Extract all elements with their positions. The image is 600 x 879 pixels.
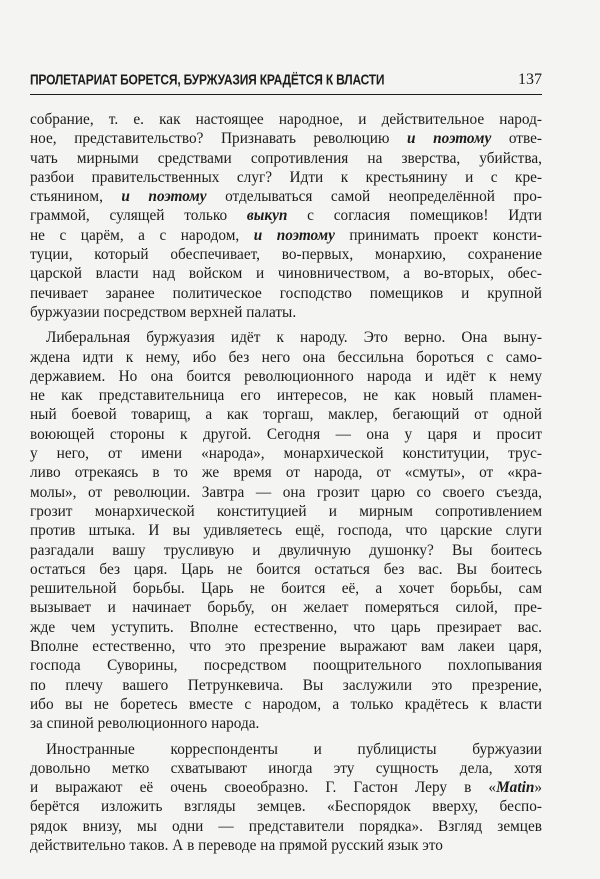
text-line — [30, 303, 542, 322]
text-run: против штыка. И вы удивляетесь ещё, господа, что царские слуги — [30, 522, 542, 540]
text-run: действительно таков. А в переводе на прямой русский язык это — [30, 836, 443, 854]
running-head: ПРОЛЕТАРИАТ БОРЕТСЯ, БУРЖУАЗИЯ КРАДЁТСЯ К ВЛАСТИ — [30, 70, 385, 88]
text-run: отделываться самой неопределённой про- — [206, 188, 543, 206]
text-run: берётся изложить взгляды земцев. «Беспорядок вверху, беспо- — [30, 798, 542, 816]
text-line — [30, 425, 542, 444]
text-run: у него, от имени «народа», монархической конституции, трус- — [30, 445, 542, 463]
text-run: молы», от революции. Завтра — она грозит царю со своего съезда, — [30, 483, 542, 501]
paragraph — [30, 740, 542, 856]
text-run: ное, представительство? Признавать революцию — [30, 130, 408, 148]
text-line — [30, 714, 542, 733]
text-line — [30, 521, 542, 540]
text-run: не как представительница его интересов, не как новый пламен- — [30, 387, 542, 405]
text-run: разгадали вашу трусливую и двуличную душонку? Вы боитесь — [30, 541, 542, 559]
text-run: грозит монархической конституцией и мирным сопротивлением — [30, 502, 542, 520]
text-line — [30, 797, 542, 816]
text-line — [30, 676, 542, 695]
text-line — [30, 168, 542, 187]
text-line — [30, 695, 542, 714]
text-run: с согласия помещиков! Идти — [287, 207, 542, 225]
text-run: разбои правительственных слуг? Идти к крестьянину и с кре- — [30, 168, 542, 186]
text-run: по плечу вашего Петрункевича. Вы заслужили это презрение, — [30, 676, 542, 694]
text-line — [30, 740, 542, 759]
text-run: ливо отрекаясь в то же время от народа, от «смуты», от «кра- — [30, 464, 542, 482]
text-run: Вполне естественно, что это презрение выражают вам лакеи царя, — [30, 638, 542, 656]
text-run: ждена идти к нему, ибо без него она бессильна бороться с само- — [30, 348, 542, 366]
emphasis: и поэтому — [407, 130, 492, 148]
text-run: буржуазии посредством верхней палаты. — [30, 303, 297, 321]
text-run: и выражают её очень своеобразно. Г. Гастон Леру в « — [30, 779, 497, 797]
text-line — [30, 444, 542, 463]
text-run: довольно метко схватывают иногда эту сущность дела, хотя — [30, 759, 542, 777]
text-run: остаться без царя. Царь не боится остаться без вас. Вы боитесь — [30, 560, 542, 578]
text-line — [30, 348, 542, 367]
text-run: за спиной революционного народа. — [30, 715, 260, 733]
body-text — [30, 110, 542, 855]
text-run: Либеральная буржуазия идёт к народу. Это верно. Она выну- — [46, 329, 542, 347]
text-run: собрание, т. е. как настоящее народное, и действительное народ- — [30, 111, 542, 128]
text-line — [30, 129, 542, 148]
text-line — [30, 284, 542, 303]
page-header — [30, 66, 542, 88]
emphasis: выкуп — [246, 207, 288, 225]
text-line — [30, 778, 542, 797]
text-run: печивает заранее политическое господство помещиков и крупной — [30, 284, 542, 302]
text-run: туции, который обеспечивает, во-первых, монархию, сохранение — [30, 246, 542, 264]
text-run: отве- — [491, 130, 542, 148]
text-line — [30, 817, 542, 836]
text-run: Иностранные корреспонденты и публицисты буржуазии — [46, 740, 542, 758]
text-line — [30, 656, 542, 675]
text-run: вызывает и начинает борьбу, он желает померяться силой, пре- — [30, 599, 542, 617]
text-line — [30, 618, 542, 637]
text-line — [30, 637, 542, 656]
text-line — [30, 367, 542, 386]
text-run: державием. Но она боится революционного народа и идёт к нему — [30, 367, 542, 385]
text-line — [30, 110, 542, 129]
emphasis: и поэтому — [121, 188, 207, 206]
header-rule — [30, 94, 542, 95]
emphasis: и поэтому — [253, 226, 335, 244]
text-run: не с царём, а с народом, — [30, 226, 254, 244]
text-line — [30, 502, 542, 521]
page-number: 137 — [518, 71, 542, 88]
text-line — [30, 149, 542, 168]
text-run: воюющей стороны к другой. Сегодня — она у царя и просит — [30, 425, 542, 443]
text-line — [30, 598, 542, 617]
text-line — [30, 245, 542, 264]
text-run: господа Суворины, посредством поощрительного похлопывания — [30, 657, 542, 675]
text-line — [30, 328, 542, 347]
text-run: царской власти над войском и чиновничеством, а во-вторых, обес- — [30, 265, 542, 283]
paragraph — [30, 328, 542, 733]
text-line — [30, 386, 542, 405]
text-run: » — [534, 779, 542, 797]
text-line — [30, 206, 542, 225]
text-run: чать мирными средствами сопротивления на зверства, убийства, — [30, 149, 542, 167]
emphasis: Matin — [496, 779, 535, 797]
paragraph — [30, 110, 542, 322]
text-run: ный боевой товарищ, а как торгаш, маклер, бегающий от одной — [30, 406, 542, 424]
text-line — [30, 405, 542, 424]
text-line — [30, 560, 542, 579]
text-line — [30, 463, 542, 482]
text-run: граммой, сулящей только — [30, 207, 247, 225]
text-run: принимать проект консти- — [334, 226, 542, 244]
text-line — [30, 836, 542, 855]
text-line — [30, 226, 542, 245]
text-run: ибо вы не боретесь вместе с народом, а только крадётесь к власти — [30, 695, 542, 713]
text-run: решительной борьбы. Царь не боится её, а хочет борьбы, сам — [30, 580, 542, 598]
text-line — [30, 759, 542, 778]
text-line — [30, 579, 542, 598]
text-line — [30, 541, 542, 560]
text-line — [30, 483, 542, 502]
text-run: жде чем уступить. Вполне естественно, что царь презирает вас. — [30, 618, 542, 636]
text-line — [30, 264, 542, 283]
text-run: стьянином, — [30, 188, 122, 206]
text-run: рядок внизу, мы одни — представители порядка». Взгляд земцев — [30, 817, 542, 835]
text-line — [30, 187, 542, 206]
